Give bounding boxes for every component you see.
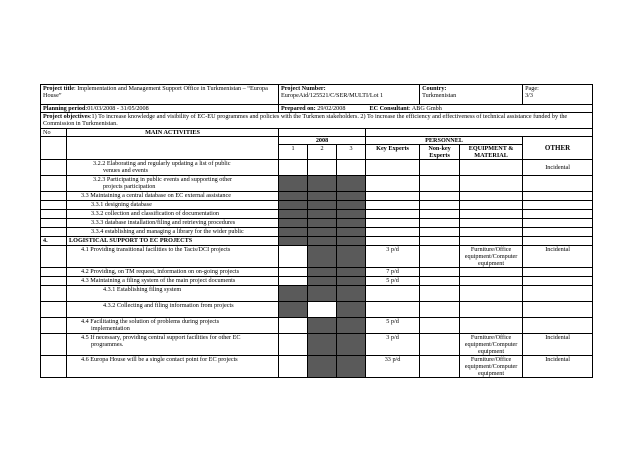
activity-cell	[67, 201, 279, 210]
equipment-cell	[460, 286, 523, 302]
table-row	[41, 160, 593, 176]
month-1-cell	[279, 277, 308, 286]
table-row	[41, 228, 593, 237]
col-no-header: No	[41, 129, 67, 137]
table-row	[41, 334, 593, 356]
col-month-3: 3	[337, 145, 366, 160]
equipment-cell	[460, 210, 523, 219]
row-number	[41, 286, 67, 302]
other-cell: Incidental	[523, 356, 593, 378]
key-experts-cell	[366, 160, 420, 176]
activity-text: 4.1 Providing transitional facilities to the Tacis/DCI projects	[81, 246, 231, 253]
other-cell	[523, 237, 593, 246]
activity-text-continued: venues and events	[103, 167, 149, 174]
row-number	[41, 228, 67, 237]
col-activity-blank	[67, 137, 279, 160]
row-number	[41, 318, 67, 334]
col-other-header: OTHER	[523, 137, 593, 160]
key-experts-cell: 3 p/d	[366, 246, 420, 268]
month-1-cell	[279, 286, 308, 302]
non-key-experts-cell	[420, 160, 460, 176]
planning-period-cell	[41, 105, 279, 113]
month-3-cell	[337, 176, 366, 192]
month-1-cell	[279, 201, 308, 210]
month-2-cell	[308, 210, 337, 219]
activity-text: 3.3.3 database installation/filing and retrieving procedures	[91, 219, 236, 226]
row-number	[41, 160, 67, 176]
prepared-cell	[279, 105, 593, 113]
table-row	[41, 302, 593, 318]
project-number-label: Project Number:	[281, 85, 326, 92]
month-2-cell	[308, 286, 337, 302]
month-2-cell	[308, 176, 337, 192]
activity-cell	[67, 268, 279, 277]
activity-cell	[67, 302, 279, 318]
activity-text: 3.2.3 Participating in public events and supporting other	[93, 176, 233, 183]
activity-text: 4.4 Facilitating the solution of problems during projects	[81, 318, 220, 325]
col-non-key-experts-header: Non-key Experts	[420, 145, 460, 160]
row-number	[41, 268, 67, 277]
other-cell: Incidental	[523, 246, 593, 268]
table-row	[41, 176, 593, 192]
table-row	[41, 246, 593, 268]
activity-text: LOGISTICAL SUPPORT TO EC PROJECTS	[69, 237, 193, 244]
project-title-value: : Implementation and Management Support Office in Turkmenistan – “Europa House”	[43, 85, 268, 99]
col-month-2: 2	[308, 145, 337, 160]
activity-text: 4.3.2 Collecting and filing information from projects	[103, 302, 234, 309]
month-2-cell	[308, 160, 337, 176]
equipment-cell	[460, 277, 523, 286]
month-3-cell	[337, 318, 366, 334]
equipment-cell: Furniture/Office equipment/Computer equipment	[460, 356, 523, 378]
equipment-cell	[460, 176, 523, 192]
non-key-experts-cell	[420, 356, 460, 378]
month-1-cell	[279, 334, 308, 356]
month-1-cell	[279, 176, 308, 192]
month-2-cell	[308, 318, 337, 334]
objectives-label: Project objectives	[43, 113, 90, 120]
table-row	[41, 237, 593, 246]
activity-text: 4.3 Maintaining a filing system of the main project documents	[81, 277, 236, 284]
month-1-cell	[279, 210, 308, 219]
row-number	[41, 277, 67, 286]
activity-cell	[67, 176, 279, 192]
key-experts-cell	[366, 192, 420, 201]
col-main-activities-header: MAIN ACTIVITIES	[67, 129, 279, 137]
month-2-cell	[308, 302, 337, 318]
equipment-cell: Furniture/Office equipment/Computer equipment	[460, 334, 523, 356]
activity-cell	[67, 356, 279, 378]
activity-text-continued: projects participation	[103, 183, 156, 190]
other-cell	[523, 286, 593, 302]
activity-text-continued: implementation	[91, 325, 130, 332]
consultant-label: EC Consultant	[369, 105, 409, 112]
country-cell	[420, 85, 523, 105]
project-title-label: Project title	[43, 85, 74, 92]
planning-period-value: :01/03/2008 - 31/05/2008	[85, 105, 149, 112]
activity-text: 4.5 If necessary, providing central support facilities for other EC	[81, 334, 241, 341]
month-2-cell	[308, 334, 337, 356]
equipment-cell	[460, 192, 523, 201]
non-key-experts-cell	[420, 318, 460, 334]
key-experts-cell: 3 p/d	[366, 334, 420, 356]
non-key-experts-cell	[420, 176, 460, 192]
non-key-experts-cell	[420, 228, 460, 237]
table-row	[41, 286, 593, 302]
month-2-cell	[308, 219, 337, 228]
key-experts-cell: 7 p/d	[366, 268, 420, 277]
equipment-cell	[460, 201, 523, 210]
month-2-cell	[308, 228, 337, 237]
activity-text: 3.3.1 designing database	[91, 201, 152, 208]
workplan-document	[40, 84, 592, 378]
month-2-cell	[308, 192, 337, 201]
month-3-cell	[337, 160, 366, 176]
equipment-cell	[460, 318, 523, 334]
objectives-value: :1) To increase knowledge and visibility of EC-EU programmes and policies with the Turkmen stakeholders. 2) To increase the efficiency and effectiveness of technical assistance funded by the Commission in Turkmenistan.	[43, 113, 568, 127]
month-3-cell	[337, 219, 366, 228]
month-2-cell	[308, 277, 337, 286]
non-key-experts-cell	[420, 201, 460, 210]
month-2-cell	[308, 246, 337, 268]
month-3-cell	[337, 237, 366, 246]
key-experts-cell	[366, 219, 420, 228]
table-row	[41, 192, 593, 201]
page-cell	[523, 85, 593, 105]
activity-text: 3.3.4 establishing and managing a library for the wider public	[91, 228, 244, 235]
month-1-cell	[279, 356, 308, 378]
col-blank-top-right	[366, 129, 593, 137]
col-no-blank	[41, 137, 67, 160]
activity-text: 4.2 Providing, on TM request, information on on-going projects	[81, 268, 240, 275]
prepared-on-value: 29/02/2008	[317, 105, 346, 112]
col-blank-top	[279, 129, 366, 137]
key-experts-cell	[366, 302, 420, 318]
other-cell: Incidental	[523, 334, 593, 356]
consultant-value: : ABG Gmbh	[408, 105, 442, 112]
equipment-cell: Furniture/Office equipment/Computer equipment	[460, 246, 523, 268]
month-1-cell	[279, 219, 308, 228]
month-2-cell	[308, 356, 337, 378]
activity-cell	[67, 246, 279, 268]
activity-text: 3.2.2 Elaborating and regularly updating a list of public	[93, 160, 231, 167]
non-key-experts-cell	[420, 246, 460, 268]
activity-text: 4.6 Europa House will be a single contact point for EC projects	[81, 356, 238, 363]
row-number	[41, 334, 67, 356]
row-number	[41, 210, 67, 219]
table-row	[41, 210, 593, 219]
table-row	[41, 356, 593, 378]
key-experts-cell	[366, 176, 420, 192]
table-row	[41, 201, 593, 210]
key-experts-cell	[366, 237, 420, 246]
planning-period-label: Planning period	[43, 105, 86, 112]
other-cell	[523, 210, 593, 219]
equipment-cell	[460, 302, 523, 318]
col-year-header: 2008	[279, 137, 366, 145]
table-row	[41, 318, 593, 334]
col-personnel-header: PERSONNEL	[366, 137, 523, 145]
row-number	[41, 246, 67, 268]
month-3-cell	[337, 302, 366, 318]
activity-cell	[67, 192, 279, 201]
other-cell	[523, 176, 593, 192]
table-row	[41, 277, 593, 286]
equipment-cell	[460, 237, 523, 246]
col-equipment-header: EQUIPMENT & MATERIAL	[460, 145, 523, 160]
row-number	[41, 219, 67, 228]
row-number	[41, 192, 67, 201]
row-number	[41, 201, 67, 210]
month-1-cell	[279, 228, 308, 237]
month-1-cell	[279, 268, 308, 277]
month-1-cell	[279, 160, 308, 176]
month-1-cell	[279, 318, 308, 334]
non-key-experts-cell	[420, 268, 460, 277]
row-number	[41, 176, 67, 192]
activity-cell	[67, 277, 279, 286]
equipment-cell	[460, 268, 523, 277]
page-label: Page:	[525, 85, 539, 92]
key-experts-cell	[366, 210, 420, 219]
other-cell	[523, 228, 593, 237]
month-2-cell	[308, 201, 337, 210]
activity-cell	[67, 228, 279, 237]
project-number-cell	[279, 85, 420, 105]
month-3-cell	[337, 277, 366, 286]
page-value: 3/3	[525, 92, 533, 99]
month-1-cell	[279, 302, 308, 318]
row-number	[41, 302, 67, 318]
other-cell	[523, 318, 593, 334]
other-cell	[523, 219, 593, 228]
country-label: Country:	[422, 85, 447, 92]
activity-text: 4.3.1 Establishing filing system	[103, 286, 182, 293]
key-experts-cell	[366, 201, 420, 210]
key-experts-cell: 33 p/d	[366, 356, 420, 378]
month-3-cell	[337, 228, 366, 237]
col-month-1: 1	[279, 145, 308, 160]
other-cell	[523, 201, 593, 210]
key-experts-cell: 5 p/d	[366, 318, 420, 334]
month-2-cell	[308, 268, 337, 277]
activity-text: 3.3.2 collection and classification of documentation	[91, 210, 220, 217]
activity-cell	[67, 160, 279, 176]
key-experts-cell	[366, 228, 420, 237]
month-1-cell	[279, 246, 308, 268]
activity-text-continued: programmes.	[91, 341, 124, 348]
non-key-experts-cell	[420, 302, 460, 318]
non-key-experts-cell	[420, 286, 460, 302]
month-3-cell	[337, 334, 366, 356]
month-1-cell	[279, 192, 308, 201]
non-key-experts-cell	[420, 192, 460, 201]
activity-cell	[67, 334, 279, 356]
prepared-on-label: Prepared on:	[281, 105, 316, 112]
month-3-cell	[337, 192, 366, 201]
other-cell	[523, 302, 593, 318]
non-key-experts-cell	[420, 237, 460, 246]
objectives-cell	[41, 113, 593, 129]
workplan-table	[40, 84, 593, 378]
table-row	[41, 268, 593, 277]
equipment-cell	[460, 219, 523, 228]
key-experts-cell: 5 p/d	[366, 277, 420, 286]
month-3-cell	[337, 201, 366, 210]
activity-cell	[67, 318, 279, 334]
month-2-cell	[308, 237, 337, 246]
equipment-cell	[460, 160, 523, 176]
non-key-experts-cell	[420, 219, 460, 228]
other-cell	[523, 192, 593, 201]
non-key-experts-cell	[420, 210, 460, 219]
col-key-experts-header: Key Experts	[366, 145, 420, 160]
activity-cell	[67, 237, 279, 246]
month-3-cell	[337, 246, 366, 268]
month-1-cell	[279, 237, 308, 246]
month-3-cell	[337, 210, 366, 219]
table-row	[41, 219, 593, 228]
row-number: 4.	[41, 237, 67, 246]
activity-cell	[67, 286, 279, 302]
month-3-cell	[337, 268, 366, 277]
activity-text: 3.3 Maintaining a central database on EC external assistance	[81, 192, 231, 199]
activity-cell	[67, 210, 279, 219]
non-key-experts-cell	[420, 277, 460, 286]
month-3-cell	[337, 356, 366, 378]
month-3-cell	[337, 286, 366, 302]
equipment-cell	[460, 228, 523, 237]
other-cell: Incidental	[523, 160, 593, 176]
non-key-experts-cell	[420, 334, 460, 356]
project-title-cell	[41, 85, 279, 105]
row-number	[41, 356, 67, 378]
key-experts-cell	[366, 286, 420, 302]
activity-cell	[67, 219, 279, 228]
country-value: Turkmenistan	[422, 92, 457, 99]
other-cell	[523, 277, 593, 286]
project-number-value: EuropeAid/125521/C/SER/MULTI/Lot 1	[281, 92, 384, 99]
other-cell	[523, 268, 593, 277]
